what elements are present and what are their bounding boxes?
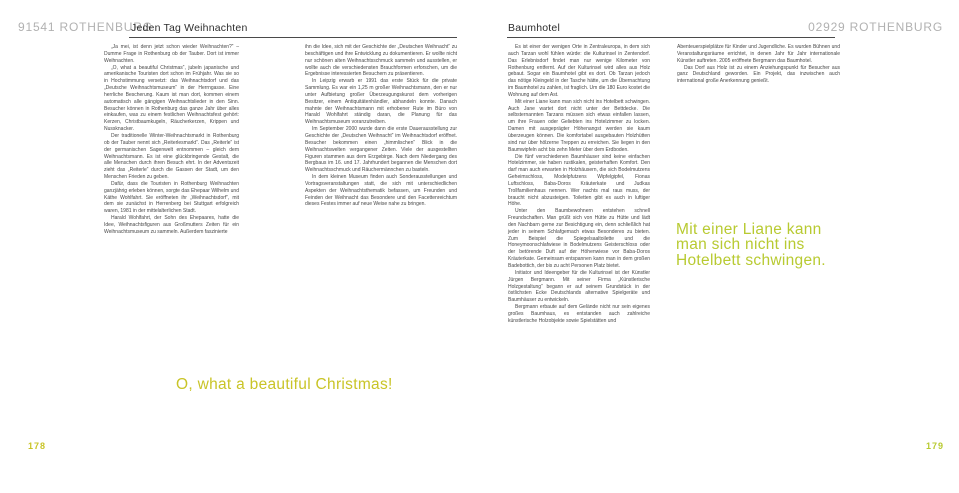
article-title-left: Jeden Tag Weihnachten bbox=[131, 22, 248, 34]
paragraph: Das Dorf aus Holz ist zu einem Anziehungspunkt für Besucher aus ganz Deutschland geworden. Ein Projekt, das inzwischen auch international große Anerkennung genießt. bbox=[677, 64, 840, 85]
header-rule-left bbox=[129, 37, 457, 38]
paragraph: ihn die Idee, sich mit der Geschichte der „Deutschen Weihnacht“ zu beschäftigen und ihre Entwicklung zu dokumentieren. Er wollte nicht nur schönen alten Weihnachtsschmuck sammeln und ausstellen, er wollte auch die verschiedensten Brauchformen erforschen, um die Ergebnisse interessierten Besuchern zu präsentieren. bbox=[305, 44, 457, 78]
paragraph: Die fünf verschiedenen Baumhäuser sind keine einfachen Hotelzimmer, sie haben rustikalen, geisterhaften Komfort. Den darf man auch erwarten in Holzhäusern, die sich Bodelmutzens Geheimschloss, Modelpfutzens Wipfelgipfel, Fionas Luftschloss, Baba-Doros Kräuterkate und Judkas Trollfamilienhaus nennen. Wer nachts mal raus muss, der braucht nicht abzusteigen. Toiletten gibt es auch in luftiger Höhe. bbox=[508, 153, 650, 208]
paragraph: Dafür, dass die Touristen in Rothenburg Weihnachten ganzjährig erleben können, sorgte das Ehepaar Wilhelm und Käthe Wohlfahrt. Sie eröffneten ihr „Weihnachtsdorf“, mit dem sie zunächst in Herrenberg bei Stuttgart erfolgreich waren, 1981 in der mittelalterlichen Stadt. bbox=[104, 180, 239, 215]
right-page-column-2 bbox=[677, 44, 840, 85]
right-page-column-1 bbox=[508, 44, 650, 325]
left-page-column-2 bbox=[305, 44, 457, 208]
paragraph: In dem kleinen Museum finden auch Sonderausstellungen und Vortragsveranstaltungen statt, die sich mit unterschiedlichen Aspekten der Weihnachtsthematik befassen, um Freunden und Feinden der Weihnacht das Besondere und den Facettenreichtum dieses Festes immer auf neue Weise nahe zu bringen. bbox=[305, 174, 457, 208]
paragraph: Bergmann erbaute auf dem Gelände nicht nur sein eigenes großes Baumhaus, es entstanden auch zahlreiche künstlerische Holzobjekte sowie Spielstätten und bbox=[508, 304, 650, 324]
paragraph: Harald Wohlfahrt, der Sohn des Ehepaares, hatte die Idee, Weihnachtsfiguren aus Großmutters Zeiten für ein Weihnachtsmuseum zu sammeln. Außerdem faszinierte bbox=[104, 215, 239, 235]
pull-quote-right: Mit einer Liane kann man sich nicht ins Hotelbett schwingen. bbox=[676, 221, 826, 269]
page-number-left: 178 bbox=[28, 441, 47, 451]
paragraph: Es ist einer der wenigen Orte in Zentraleuropa, in dem sich auch Tarzan wohl fühlen würde: die Kulturinsel in Zentendorf. Das Erlebnisdorf findet man nur wenige Kilometer von Rothenburg entfernt. Auf der Kulturinsel wird alles aus Holz gebaut. Sogar ein Baumhotel gibt es dort. Ob Tarzan jedoch das nötige Kleingeld in der Tasche hätte, um die Übernachtung im Baumhotel zu zahlen, ist fraglich. Um die 180 Euro kostet die Wohnung auf dem Ast. bbox=[508, 44, 650, 98]
paragraph: „Ja mei, ist denn jetzt schon wieder Weihnachten?“ – Dumme Frage in Rothenburg ob der Tauber. Dort ist immer Weihnachten. bbox=[104, 44, 239, 64]
pull-quote-left: O, what a beautiful Christmas! bbox=[176, 376, 393, 393]
paragraph: Unter den Baumbewohnern entstehen schnell Freundschaften. Man grüßt sich von Hütte zu Hütte und lädt den Nachbarn gerne zur Besichtigung ein, denn schließlich hat jeder in seinem Schlafgemach etwas Besonderes zu bieten. Zum Beispiel die Spiegelsaaltoilette und die Honeymoonschlafwiese in Bodelmutzens Geisterschloss oder der betörende Duft auf der Höhenwiese vor Baba-Doros Kräuterkate. Gemeinsam entspannen kann man in dem großen Badebottich, der bis zu acht Personen Platz bietet. bbox=[508, 208, 650, 269]
paragraph: Mit einer Liane kann man sich nicht ins Hotelbett schwingen. Auch Jane wartet dort nicht unter der Bettdecke. Die selbsternannten Tarzans müssen sich etwas einfallen lassen, um ihre Frauen oder Geliebten ins Hotelzimmer zu locken. Damen mit ausgeprägter Höhenangst werden sie kaum überzeugen können. Die komfortabel ausgebauten Holzhütten sind nur über hölzerne Treppen zu erreichen. Sie liegen in den Baumwipfeln acht bis zehn Meter über dem Erdboden. bbox=[508, 98, 650, 153]
paragraph: „O, what a beautiful Christmas“, jubeln japanische und amerikanische Touristen dort schon im Frühjahr. Was sie so in Hochstimmung versetzt: das Weihnachtsdorf und das „Deutsche Weihnachtsmuseum“ in der Herrngasse. Eine herrliche Bescherung. Kaum ist man dort, kommen einem automatisch alle gängigen Weihnachtslieder in den Sinn. Besucher können in Rothenburg das ganze Jahr über alles einkaufen, was zu einem festlichen Weihnachtsfest gehört: Kerzen, Christbaumkugeln, Räucherkerzen, Krippen und Nussknacker. bbox=[104, 64, 239, 133]
paragraph: Der traditionelle Winter-Weihnachtsmarkt in Rothenburg ob der Tauber nennt sich „Reiterlesmarkt“. Das „Reiterle“ ist der germanischen Sagenwelt entnommen – gleich dem Weihnachtsmann. Es ist eine glückbringende Gestalt, die alle Menschen durch ihren Besuch ehrt. In der Adventszeit zieht das „Reiterle“ durch die Gassen der Stadt, um den Menschen Frieden zu geben. bbox=[104, 132, 239, 181]
paragraph: Im September 2000 wurde dann die erste Dauerausstellung zur Geschichte der „Deutschen Weihnacht“ im Weihnachtsdorf eröffnet. Besucher bekommen einen „himmlischen“ Blick in die Weihnachtswelten vergangener Zeiten. Viele der ausgestellten Figuren stammen aus dem Erzgebirge. Nach dem Niedergang des Bergbaus im 16. und 17. Jahrhundert begannen die Menschen dort Weihnachtsschmuck und Räuchermännchen zu basteln. bbox=[305, 126, 457, 174]
paragraph: In Leipzig erwarb er 1991 das erste Stück für die private Sammlung. Es war ein 1,25 m großer Weihnachtsmann, den er nur unter Aufbietung großer Überzeugungskunst dem vorherigen Besitzer, einem Antiquitätenhändler, abhandeln konnte. Danach mahnte der Weihnachtsmann mit erhobener Rute im Büro von Harald Wohlfahrt ständig daran, die Planung für das Weihnachtsmuseum voranzutreiben. bbox=[305, 78, 457, 126]
paragraph: Initiator und Ideengeber für die Kulturinsel ist der Künstler Jürgen Bergmann. Mit seiner Firma „Künstlerische Holzgestaltung“ begann er auf seinem Grundstück in der östlichsten Ecke Deutschlands alternative Spielgeräte und Baumhäuser zu entwickeln. bbox=[508, 269, 650, 304]
paragraph: Abenteuerspielplätze für Kinder und Jugendliche. Es wurden Bühnen und Veranstaltungsräume errichtet, in denen Jahr für Jahr internationale Künstler auftreten. 2005 eröffnete Bergmann das Baumhotel. bbox=[677, 44, 840, 64]
article-title-right: Baumhotel bbox=[508, 22, 560, 34]
postcode-left: 91541 ROTHENBURG bbox=[18, 20, 153, 34]
left-page-column-1 bbox=[104, 44, 239, 236]
postcode-right: 02929 ROTHENBURG bbox=[808, 20, 943, 34]
page-number-right: 179 bbox=[925, 441, 944, 451]
header-rule-right bbox=[507, 37, 835, 38]
